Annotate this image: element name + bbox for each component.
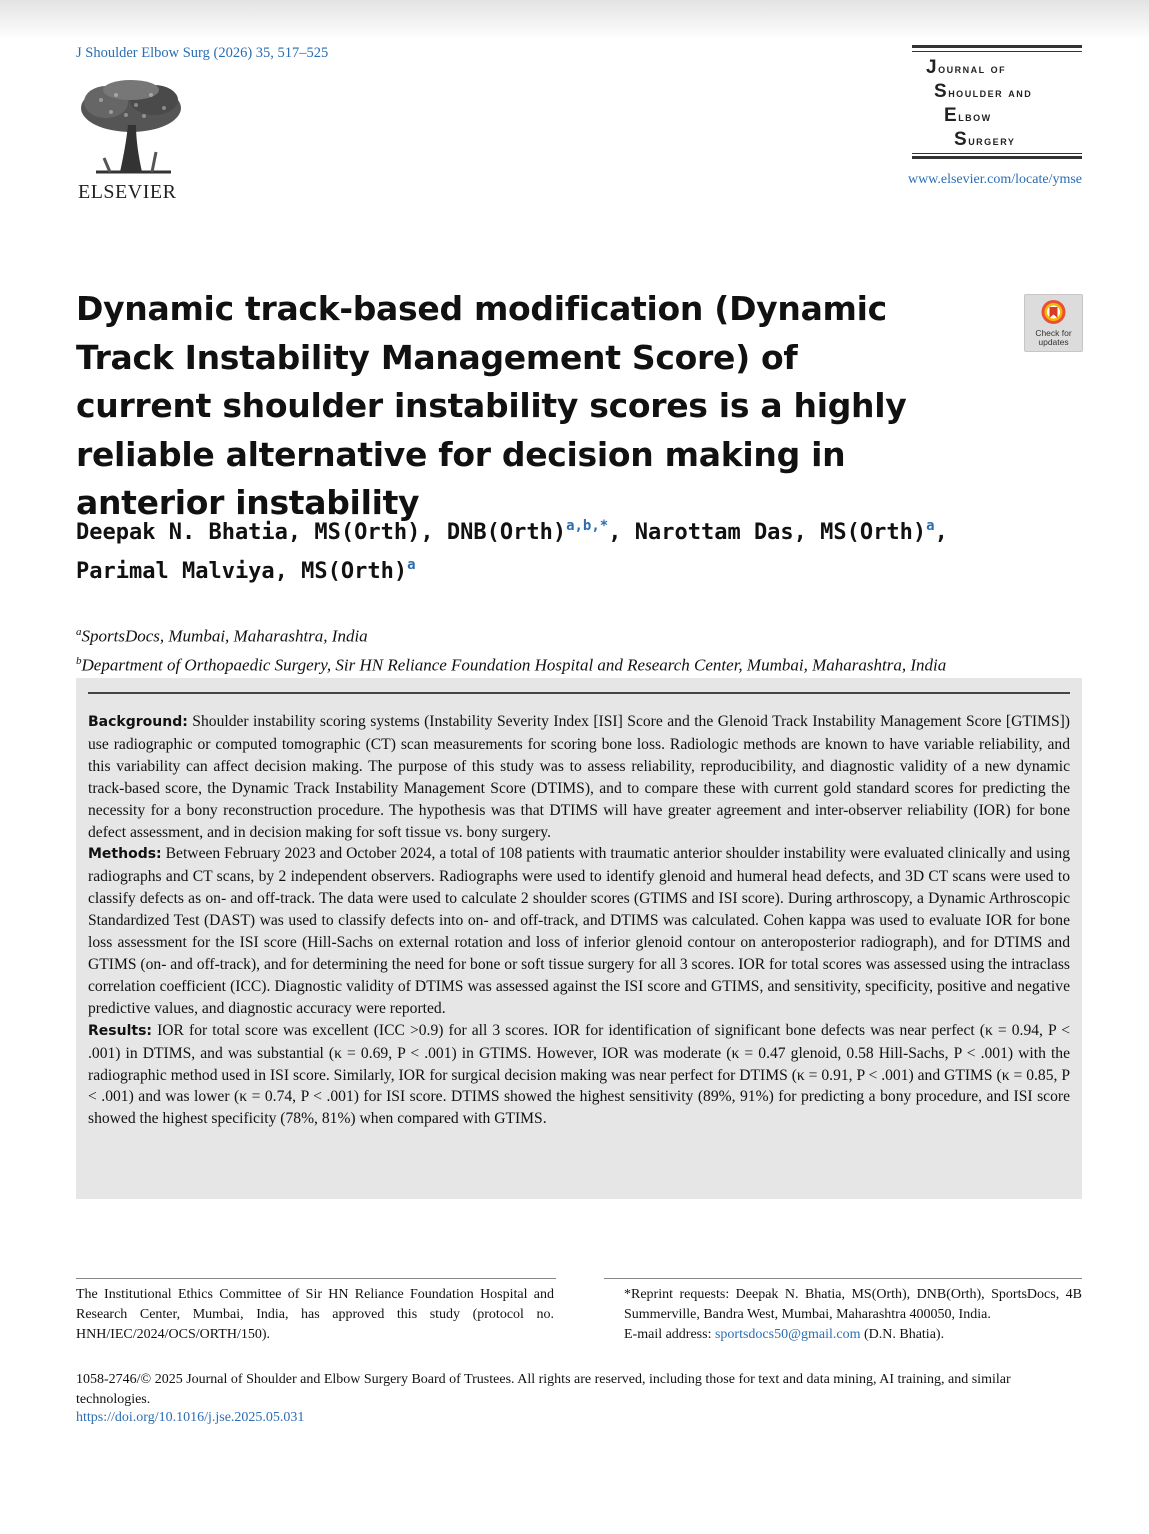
author-separator: , — [934, 520, 948, 545]
elsevier-tree-logo — [76, 80, 186, 180]
methods-heading: Methods: — [88, 846, 162, 863]
author-name: Parimal Malviya, MS(Orth) — [76, 559, 408, 584]
article-title: Dynamic track-based modification (Dynamic Track Instability Management Score) of current shoulder instability scores is a highly reliable alternative for decision making in anterior instability — [76, 289, 907, 522]
affiliation-marker: a — [76, 626, 82, 638]
background-heading: Background: — [88, 714, 188, 730]
abstract-text — [88, 711, 1070, 1130]
top-shadow — [0, 0, 1149, 40]
email-label: E-mail address: — [624, 1327, 712, 1342]
email-line — [604, 1325, 1082, 1345]
journal-name-line-2: Shoulder and — [934, 81, 1033, 102]
doi-link[interactable]: https://doi.org/10.1016/j.jse.2025.05.031 — [76, 1410, 305, 1425]
affiliation-item — [76, 649, 946, 678]
affiliation-text: Department of Orthopaedic Surgery, Sir HN Reliance Foundation Hospital and Research Center, Mumbai, Maharashtra, India — [81, 655, 947, 675]
author-affiliation-marker[interactable]: a — [407, 557, 416, 573]
journal-masthead — [912, 45, 1082, 161]
check-updates-label-1: Check for — [1035, 328, 1072, 338]
check-for-updates-button[interactable] — [1024, 294, 1083, 352]
author-affiliation-marker[interactable]: a,b,* — [566, 518, 609, 534]
journal-name-line-1: Journal of — [926, 57, 1007, 78]
copyright-notice: 1058-2746/© 2025 Journal of Shoulder and Elbow Surgery Board of Trustees. All rights are reserved, including those for text and data mining, AI training, and similar technologies. — [76, 1372, 1011, 1407]
check-updates-label-2: updates — [1038, 337, 1069, 347]
reprint-requests: *Reprint requests: Deepak N. Bhatia, MS(Orth), DNB(Orth), SportsDocs, 4B Summerville, Bandra West, Mumbai, Maharashtra 400050, India. — [624, 1287, 1082, 1322]
abstract-results — [88, 1020, 1070, 1131]
author-name: Narottam Das, MS(Orth) — [634, 520, 927, 545]
background-body: Shoulder instability scoring systems (Instability Severity Index [ISI] Score and the Glenoid Track Instability Management Score [GTIMS]) use radiographic or computed tomographic (CT) scan measurements for scoring bone loss. Radiologic methods are known to have variable reliability, and this variability can affect decision making. The purpose of this study was to assess reliability, reproducibility, and diagnostic validity of a new dynamic track-based score, the Dynamic Track Instability Management Score (DTIMS), and to compare these with current gold standard scores for predicting the necessity for a bony reconstruction procedure. The hypothesis was that DTIMS will have greater agreement and inter-observer reliability (IOR) for bone defect assessment, and in decision making for soft tissue vs. bony surgery. — [88, 713, 1071, 841]
results-heading: Results: — [88, 1022, 152, 1039]
affiliations — [76, 620, 946, 677]
abstract-divider — [88, 692, 1070, 694]
elsevier-wordmark: ELSEVIER — [78, 181, 177, 203]
author-separator: , — [608, 520, 635, 545]
footnote-divider — [604, 1278, 1082, 1279]
author-name: Deepak N. Bhatia, MS(Orth), DNB(Orth) — [76, 520, 567, 545]
author-list — [76, 510, 1076, 588]
footnote-divider — [76, 1278, 556, 1279]
abstract-box — [76, 678, 1082, 1199]
check-updates-icon — [1025, 295, 1082, 329]
journal-name-line-4: Surgery — [954, 129, 1016, 150]
abstract-methods — [88, 843, 1070, 1019]
ethics-footnote: The Institutional Ethics Committee of Sir HN Reliance Foundation Hospital and Research Center, Mumbai, India, has approved this study (protocol no. HNH/IEC/2024/OCS/ORTH/150). — [76, 1287, 554, 1342]
journal-url-link[interactable]: www.elsevier.com/locate/ymse — [907, 172, 1082, 187]
affiliation-text: SportsDocs, Mumbai, Maharashtra, India — [81, 626, 368, 646]
reprint-footnote — [604, 1285, 1082, 1345]
journal-name-line-3: Elbow — [944, 105, 992, 126]
journal-citation-link[interactable]: J Shoulder Elbow Surg (2026) 35, 517–525 — [76, 45, 329, 61]
affiliation-marker: b — [76, 654, 82, 667]
affiliation-item — [76, 620, 946, 649]
email-link[interactable]: sportsdocs50@gmail.com — [714, 1327, 861, 1342]
abstract-background — [88, 711, 1070, 843]
author-affiliation-marker[interactable]: a — [926, 518, 935, 534]
email-suffix: (D.N. Bhatia). — [863, 1327, 945, 1342]
results-body: IOR for total score was excellent (ICC >0.9) for all 3 scores. IOR for identification of significant bone defects was near perfect (κ = 0.94, P < .001) in DTIMS, and was substantial (κ = 0.69, P < .001) in GTIMS. However, IOR was moderate (κ = 0.47 glenoid, 0.58 Hill-Sachs, P < .001) with the radiographic method used in ISI score. Similarly, IOR for surgical decision making was near perfect for DTIMS (κ = 0.91, P < .001) and GTIMS (κ = 0.85, P < .001) and was lower (κ = 0.74, P < .001) for ISI score. DTIMS showed the highest sensitivity (89%, 91%) for predicting a bony procedure, and ISI score showed the highest specificity (78%, 81%) when compared with GTIMS. — [88, 1021, 1070, 1128]
methods-body: Between February 2023 and October 2024, a total of 108 patients with traumatic anterior shoulder instability were evaluated clinically and using radiographs and CT scans, by 2 independent observers. Radiographs were used to identify glenoid and humeral head defects, and 3D CT scans were used to classify defects as on- and off-track. The data were used to calculate 2 shoulder scores (GTIMS and ISI score). During arthroscopy, a Dynamic Arthroscopic Standardized Test (DAST) was used to classify defects into on- and off-track, and DTIMS was calculated. Cohen kappa was used to evaluate IOR for bone loss assessment for the ISI score (Hill-Sachs on external rotation and loss of inferior glenoid contour on anteroposterior radiograph), and for DTIMS and GTIMS (on- and off-track), and for determining the need for bone or soft tissue surgery for all 3 scores. IOR for total scores was assessed using the intraclass correlation coefficient (ICC). Diagnostic validity of DTIMS was assessed against the ISI score and GTIMS, and sensitivity, specificity, positive and negative predictive values, and diagnostic accuracy were reported. — [88, 845, 1071, 1017]
